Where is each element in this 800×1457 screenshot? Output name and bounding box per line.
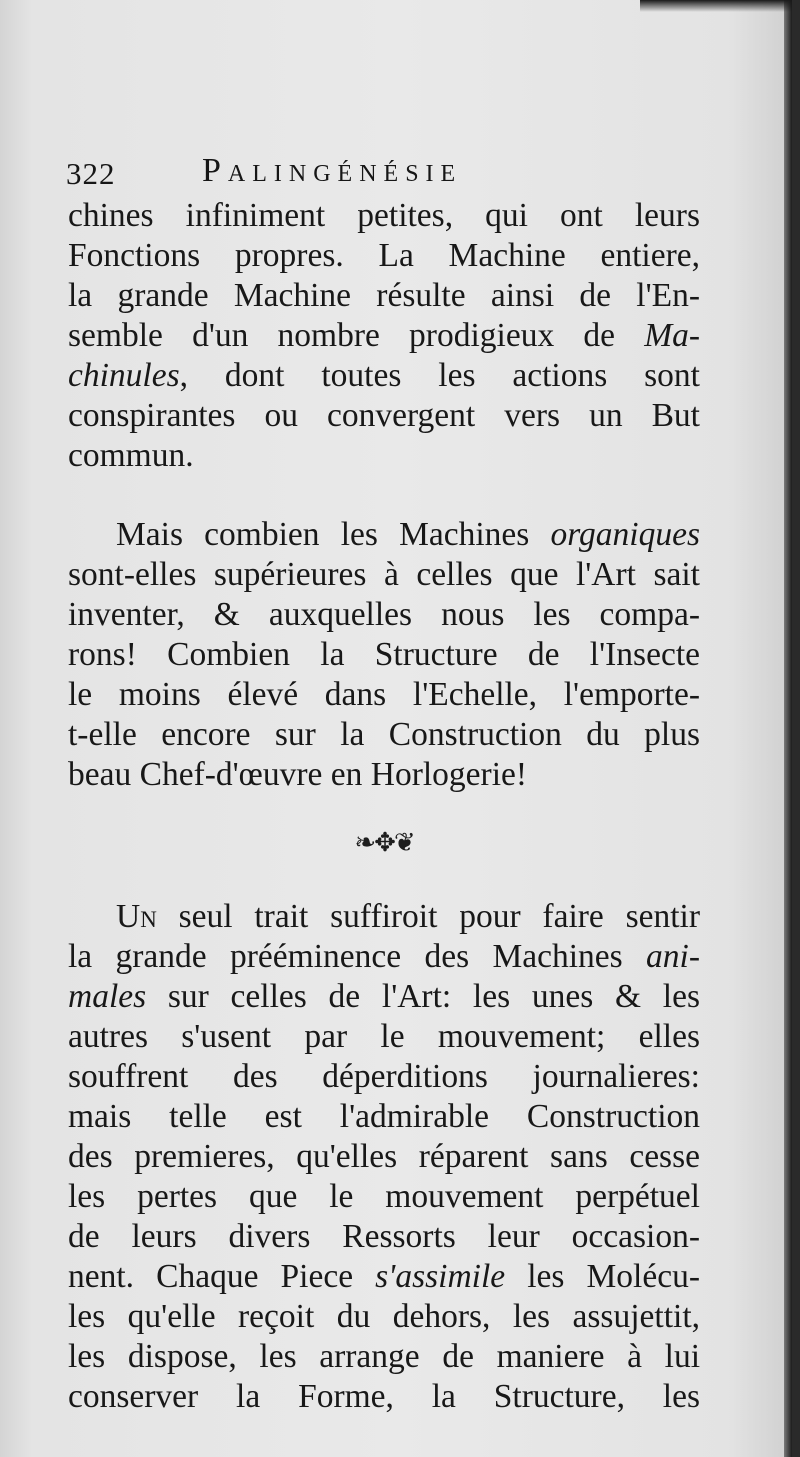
text-line: le moins élevé dans l'Echelle, l'emporte- [68,676,700,713]
text-line: Un seul trait suffiroit pour faire sentir [116,898,700,935]
text-line: commun. [68,437,194,474]
text-line: de leurs divers Ressorts leur occasion- [68,1218,700,1255]
text-line: les pertes que le mouvement perpétuel [68,1178,700,1215]
text-line: Fonctions propres. La Machine entiere, [68,237,700,274]
text-line: males sur celles de l'Art: les unes & les [68,978,700,1015]
text-line: conserver la Forme, la Structure, les [68,1378,700,1415]
text-line: des premieres, qu'elles réparent sans cesse [68,1138,700,1175]
text-line: autres s'usent par le mouvement; elles [68,1018,700,1055]
text-line: nent. Chaque Piece s'assimile les Molécu- [68,1258,700,1295]
text-line: mais telle est l'admirable Construction [68,1098,700,1135]
running-title: Palingénésie [202,152,463,189]
text-line: la grande Machine résulte ainsi de l'En- [68,277,700,314]
text-line: la grande prééminence des Machines ani- [68,938,700,975]
text-line: conspirantes ou convergent vers un But [68,397,700,434]
text-line: chines infiniment petites, qui ont leurs [68,197,700,234]
page-number: 322 [66,156,116,191]
text-line: inventer, & auxquelles nous les compa- [68,596,700,633]
text-line: souffrent des déperditions journalieres: [68,1058,700,1095]
ornament-fleuron: ❧✥❦ [354,828,414,857]
page-binding-shadow [784,0,792,1457]
text-line: chinules, dont toutes les actions sont [68,357,700,394]
lead-word: Un [116,898,157,935]
text-line: les qu'elle reçoit du dehors, les assujettit, [68,1298,700,1335]
text-line: beau Chef-d'œuvre en Horlogerie! [68,756,528,793]
text-line: Mais combien les Machines organiques [116,516,700,553]
page-header [66,148,706,192]
text-line: t-elle encore sur la Construction du plus [68,716,700,753]
text-line: semble d'un nombre prodigieux de Ma- [68,317,700,354]
text-line: rons! Combien la Structure de l'Insecte [68,636,700,673]
text-line: les dispose, les arrange de maniere à lui [68,1338,700,1375]
text-line: sont-elles supérieures à celles que l'Art sait [68,556,700,593]
body-text [68,196,700,1417]
page-corner-shadow [640,0,792,12]
